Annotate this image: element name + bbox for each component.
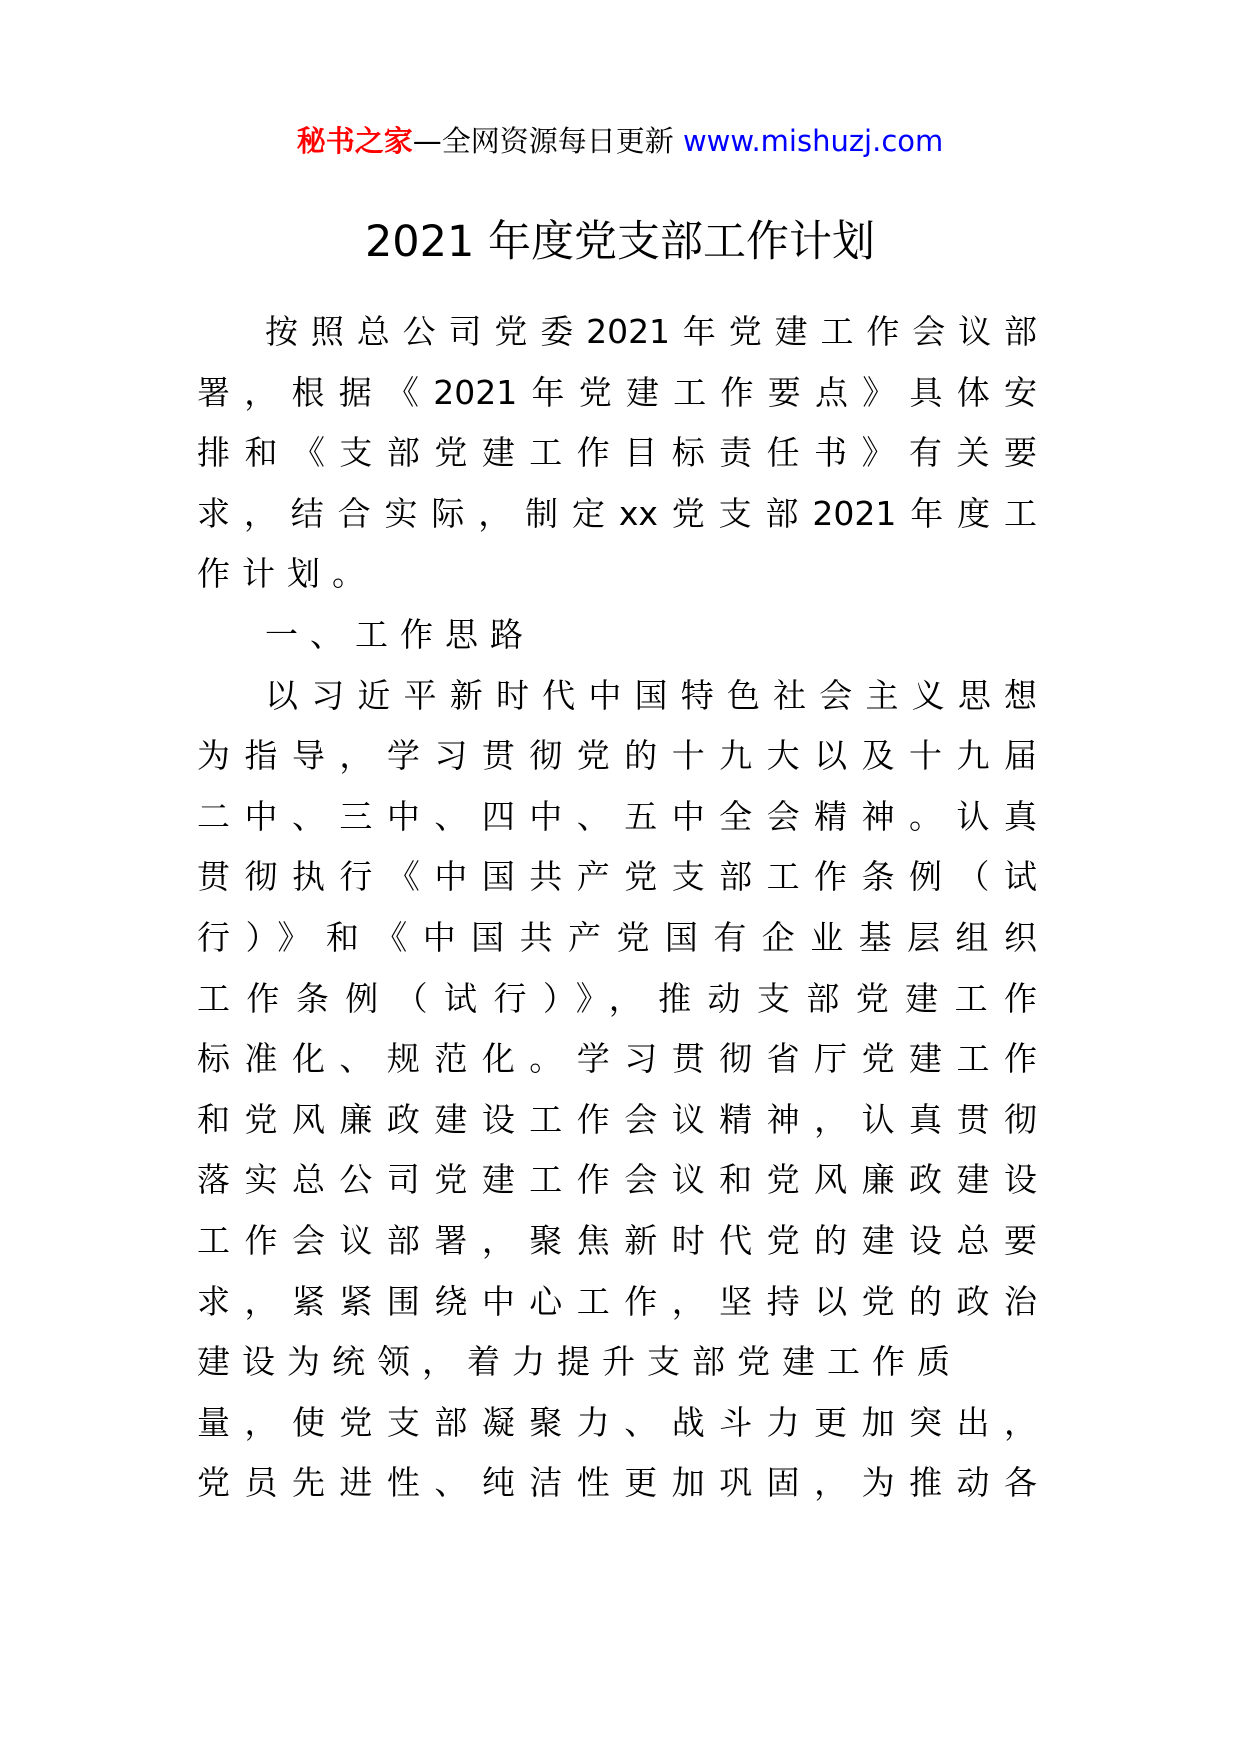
site-header [0, 119, 1240, 163]
body-line: 落实总公司党建工作会议和党风廉政建设 [197, 1160, 1037, 1200]
section-heading: 一、工作思路 [265, 614, 535, 654]
body-line: 署，根据《2021年党建工作要点》具体安 [197, 372, 1037, 412]
document-title: 2021 年度党支部工作计划 [364, 217, 876, 267]
document-body [197, 302, 1037, 1514]
body-line: 排和《支部党建工作目标责任书》有关要 [197, 433, 1037, 473]
brand-name: 秘书之家 [296, 124, 413, 158]
body-line: 二中、三中、四中、五中全会精神。认真 [197, 796, 1037, 836]
body-line: 党员先进性、纯洁性更加巩固，为推动各 [197, 1463, 1037, 1503]
header-tagline: —全网资源每日更新 [412, 124, 674, 158]
body-line: 以习近平新时代中国特色社会主义思想 [265, 675, 1037, 715]
body-line: 为指导，学习贯彻党的十九大以及十九届 [197, 736, 1037, 776]
body-line: 工作条例（试行）》，推动支部党建工作 [197, 978, 1037, 1018]
body-line: 标准化、规范化。学习贯彻省厅党建工作 [197, 1039, 1037, 1079]
body-line: 按照总公司党委2021年党建工作会议部 [265, 312, 1037, 351]
body-line: 贯彻执行《中国共产党支部工作条例（试 [197, 857, 1037, 897]
body-line: 作计划。 [197, 554, 377, 594]
site-url-link[interactable]: www.mishuzj.com [682, 124, 944, 158]
body-line: 行）》和《中国共产党国有企业基层组织 [197, 917, 1037, 957]
body-line: 求，结合实际，制定xx党支部2021年度工 [197, 493, 1037, 533]
body-line: 建设为统领，着力提升支部党建工作质 [197, 1342, 962, 1382]
body-line: 求，紧紧围绕中心工作，坚持以党的政治 [197, 1281, 1037, 1321]
body-line: 工作会议部署，聚焦新时代党的建设总要 [197, 1220, 1037, 1260]
body-line: 量，使党支部凝聚力、战斗力更加突出， [197, 1402, 1037, 1442]
body-line: 和党风廉政建设工作会议精神，认真贯彻 [197, 1099, 1037, 1139]
